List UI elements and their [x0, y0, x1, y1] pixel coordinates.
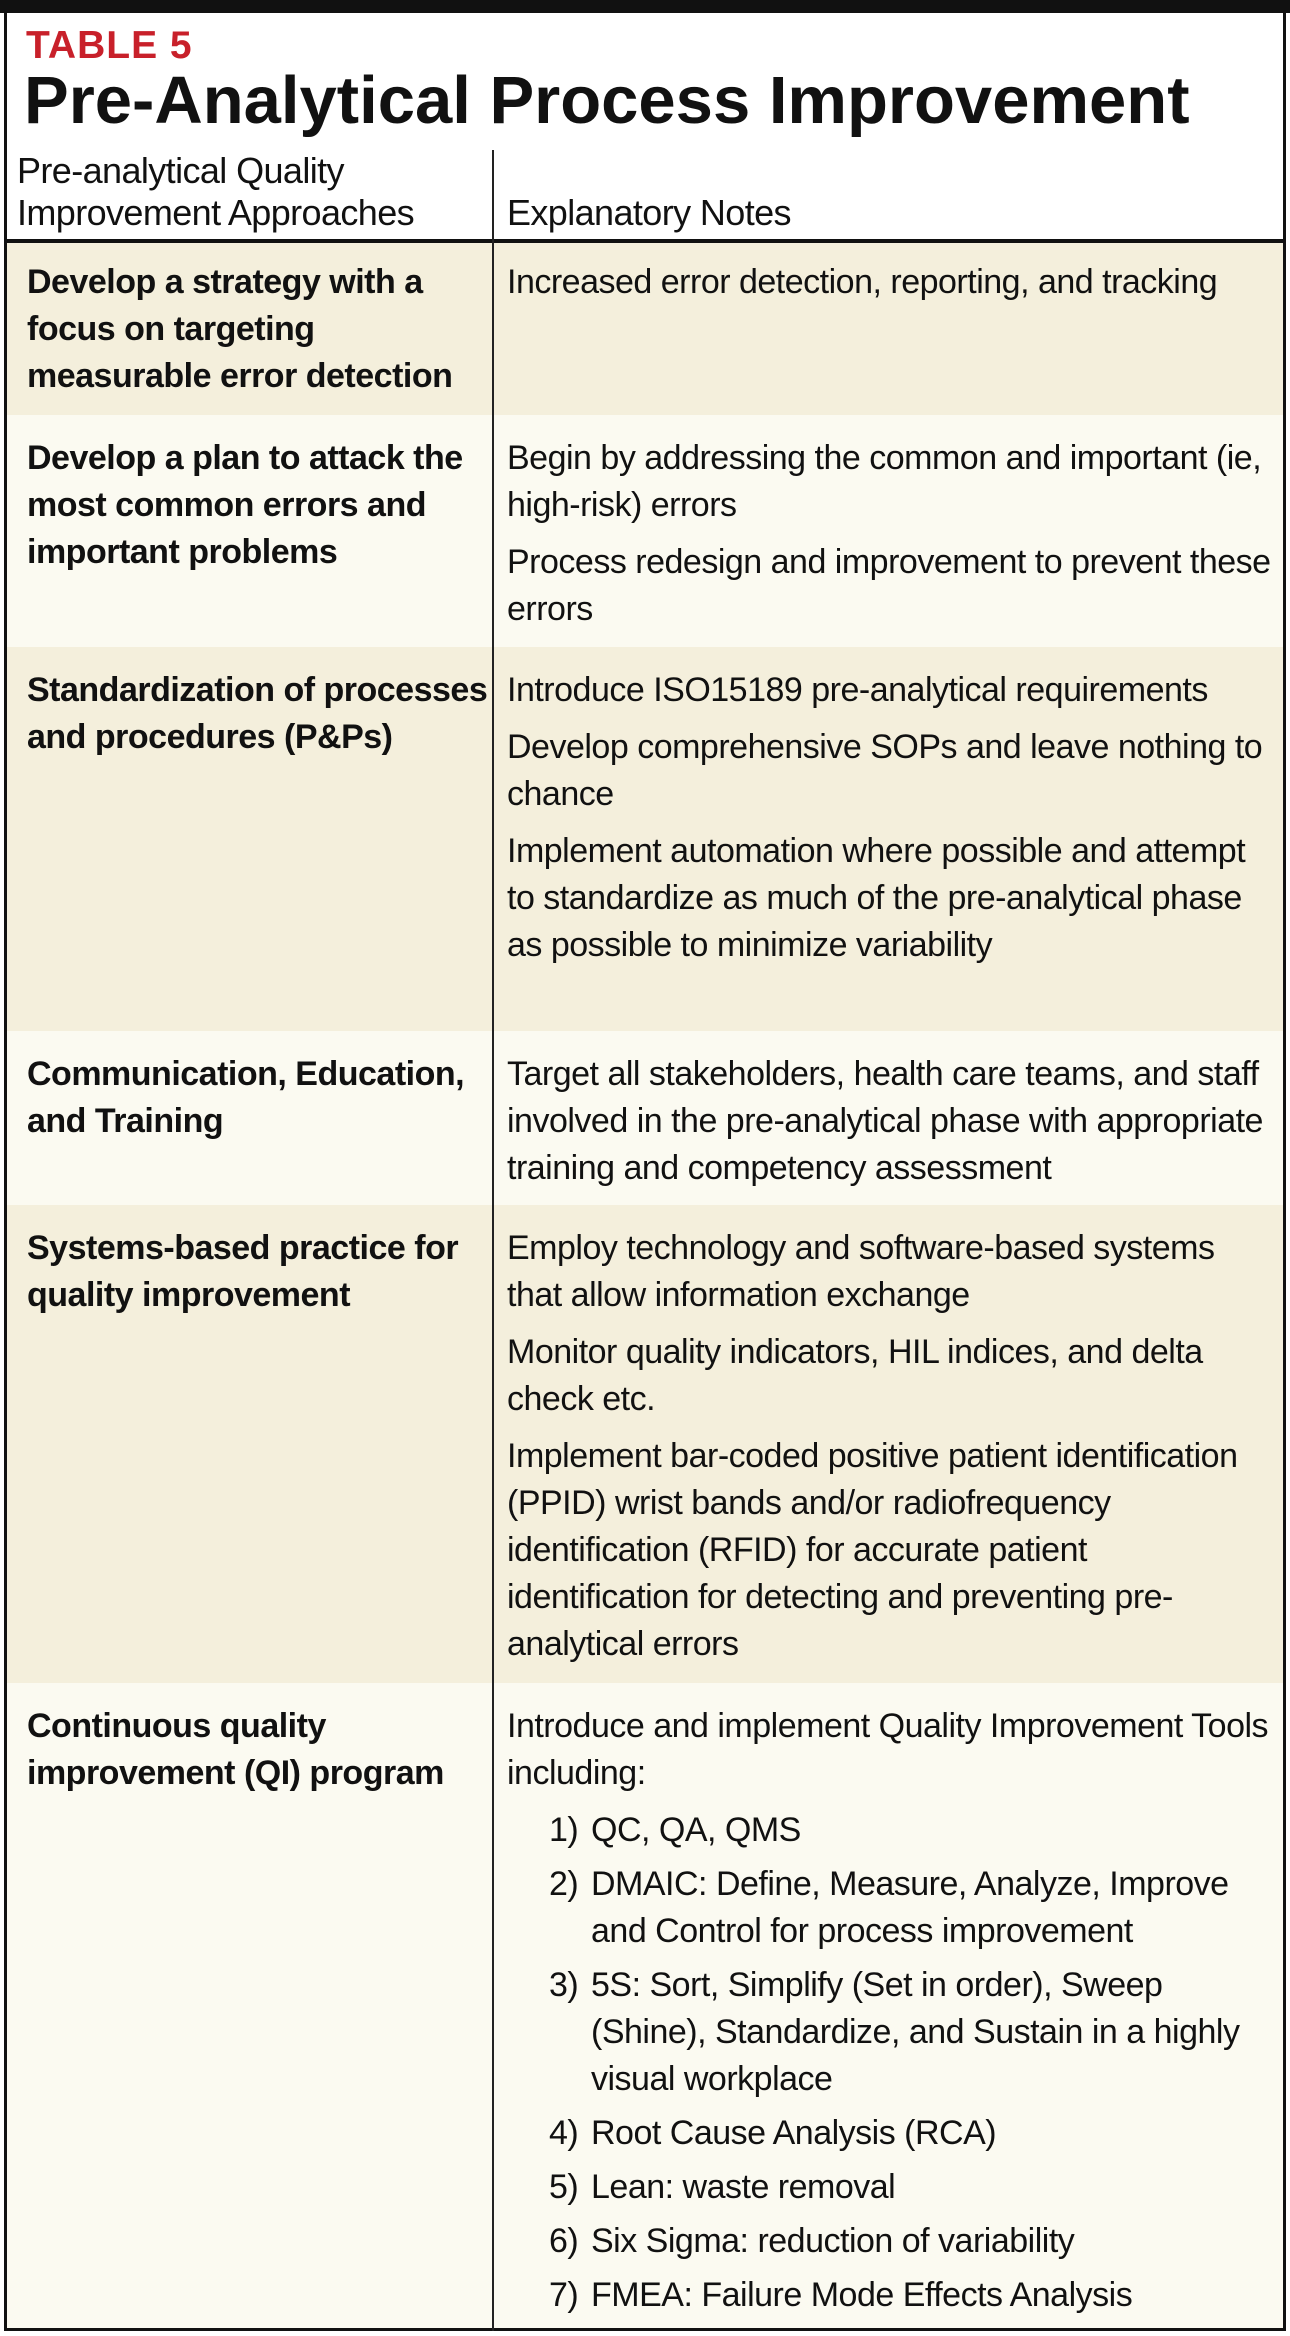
- header-approaches: [17, 150, 487, 234]
- table-row: [7, 1205, 1283, 1683]
- list-item-number: 6): [549, 2222, 579, 2260]
- list-item: [507, 2110, 1277, 2157]
- note-text: Introduce ISO15189 pre-analytical requirements: [507, 671, 1208, 709]
- list-item: [507, 1962, 1277, 2103]
- list-item-number: 1): [549, 1811, 579, 1849]
- list-item-text: QC, QA, QMS: [591, 1811, 801, 1849]
- note-text: Develop comprehensive SOPs and leave nothing to chance: [507, 728, 1263, 813]
- list-item-text: Root Cause Analysis (RCA): [591, 2114, 997, 2152]
- approach-cell: Systems-based practice for quality improvement: [27, 1229, 459, 1314]
- note-text: Process redesign and improvement to prevent these errors: [507, 543, 1271, 628]
- note-text: Target all stakeholders, health care teams, and staff involved in the pre-analytical phase with appropriate training and competency assessment: [507, 1055, 1263, 1187]
- list-item-text: Lean: waste removal: [591, 2168, 896, 2206]
- list-item: [507, 2272, 1277, 2319]
- list-item: [507, 2164, 1277, 2211]
- note-text: Increased error detection, reporting, and tracking: [507, 263, 1218, 301]
- approach-cell: Develop a strategy with a focus on targeting measurable error detection: [27, 263, 453, 395]
- table-row: [7, 1031, 1283, 1205]
- list-item-number: 7): [549, 2276, 579, 2314]
- note-text: Employ technology and software-based systems that allow information exchange: [507, 1229, 1215, 1314]
- note-text: Implement bar-coded positive patient identification (PPID) wrist bands and/or radiofrequency identification (RFID) for accurate patient identification for detecting and preventing pre-analytical errors: [507, 1437, 1238, 1663]
- approach-cell: Communication, Education, and Training: [27, 1055, 465, 1140]
- list-item: [507, 1807, 1277, 1854]
- notes-cell: [507, 435, 1277, 633]
- notes-cell: [507, 1225, 1277, 1668]
- list-item-text: DMAIC: Define, Measure, Analyze, Improve and Control for process improvement: [591, 1865, 1229, 1950]
- approach-cell: Develop a plan to attack the most common errors and important problems: [27, 439, 463, 571]
- note-text: Begin by addressing the common and important (ie, high-risk) errors: [507, 439, 1262, 524]
- notes-cell: [507, 1703, 1277, 2326]
- table-row: [7, 1683, 1283, 2328]
- top-rule: [0, 0, 1290, 13]
- list-item: [507, 2218, 1277, 2265]
- approach-cell: Continuous quality improvement (QI) program: [27, 1707, 444, 1792]
- list-item-text: FMEA: Failure Mode Effects Analysis: [591, 2276, 1133, 2314]
- list-item-number: 2): [549, 1865, 579, 1903]
- table-title: Pre-Analytical Process Improvement: [24, 63, 1190, 138]
- table-label: TABLE 5: [26, 24, 193, 67]
- table-header-row: [7, 150, 1283, 243]
- list-item-number: 4): [549, 2114, 579, 2152]
- approach-cell: Standardization of processes and procedures (P&Ps): [27, 671, 488, 756]
- table-row: [7, 243, 1283, 415]
- note-text: Implement automation where possible and attempt to standardize as much of the pre-analytical phase as possible to minimize variability: [507, 832, 1246, 964]
- list-item-number: 3): [549, 1966, 579, 2004]
- list-item-text: Six Sigma: reduction of variability: [591, 2222, 1075, 2260]
- table-row: [7, 647, 1283, 1031]
- header-approaches-line2: Improvement Approaches: [17, 192, 415, 233]
- list-item: [507, 1861, 1277, 1955]
- table-row: [7, 415, 1283, 647]
- note-text: Introduce and implement Quality Improvement Tools including:: [507, 1707, 1269, 1792]
- notes-cell: [507, 667, 1277, 969]
- notes-cell: [507, 1051, 1277, 1192]
- note-text: Monitor quality indicators, HIL indices, and delta check etc.: [507, 1333, 1203, 1418]
- header-approaches-line1: Pre-analytical Quality: [17, 150, 344, 191]
- list-item-text: 5S: Sort, Simplify (Set in order), Sweep (Shine), Standardize, and Sustain in a highly visual workplace: [591, 1966, 1240, 2098]
- list-item-number: 5): [549, 2168, 579, 2206]
- column-divider: [492, 150, 494, 2331]
- notes-cell: [507, 259, 1277, 306]
- header-notes: Explanatory Notes: [507, 192, 791, 233]
